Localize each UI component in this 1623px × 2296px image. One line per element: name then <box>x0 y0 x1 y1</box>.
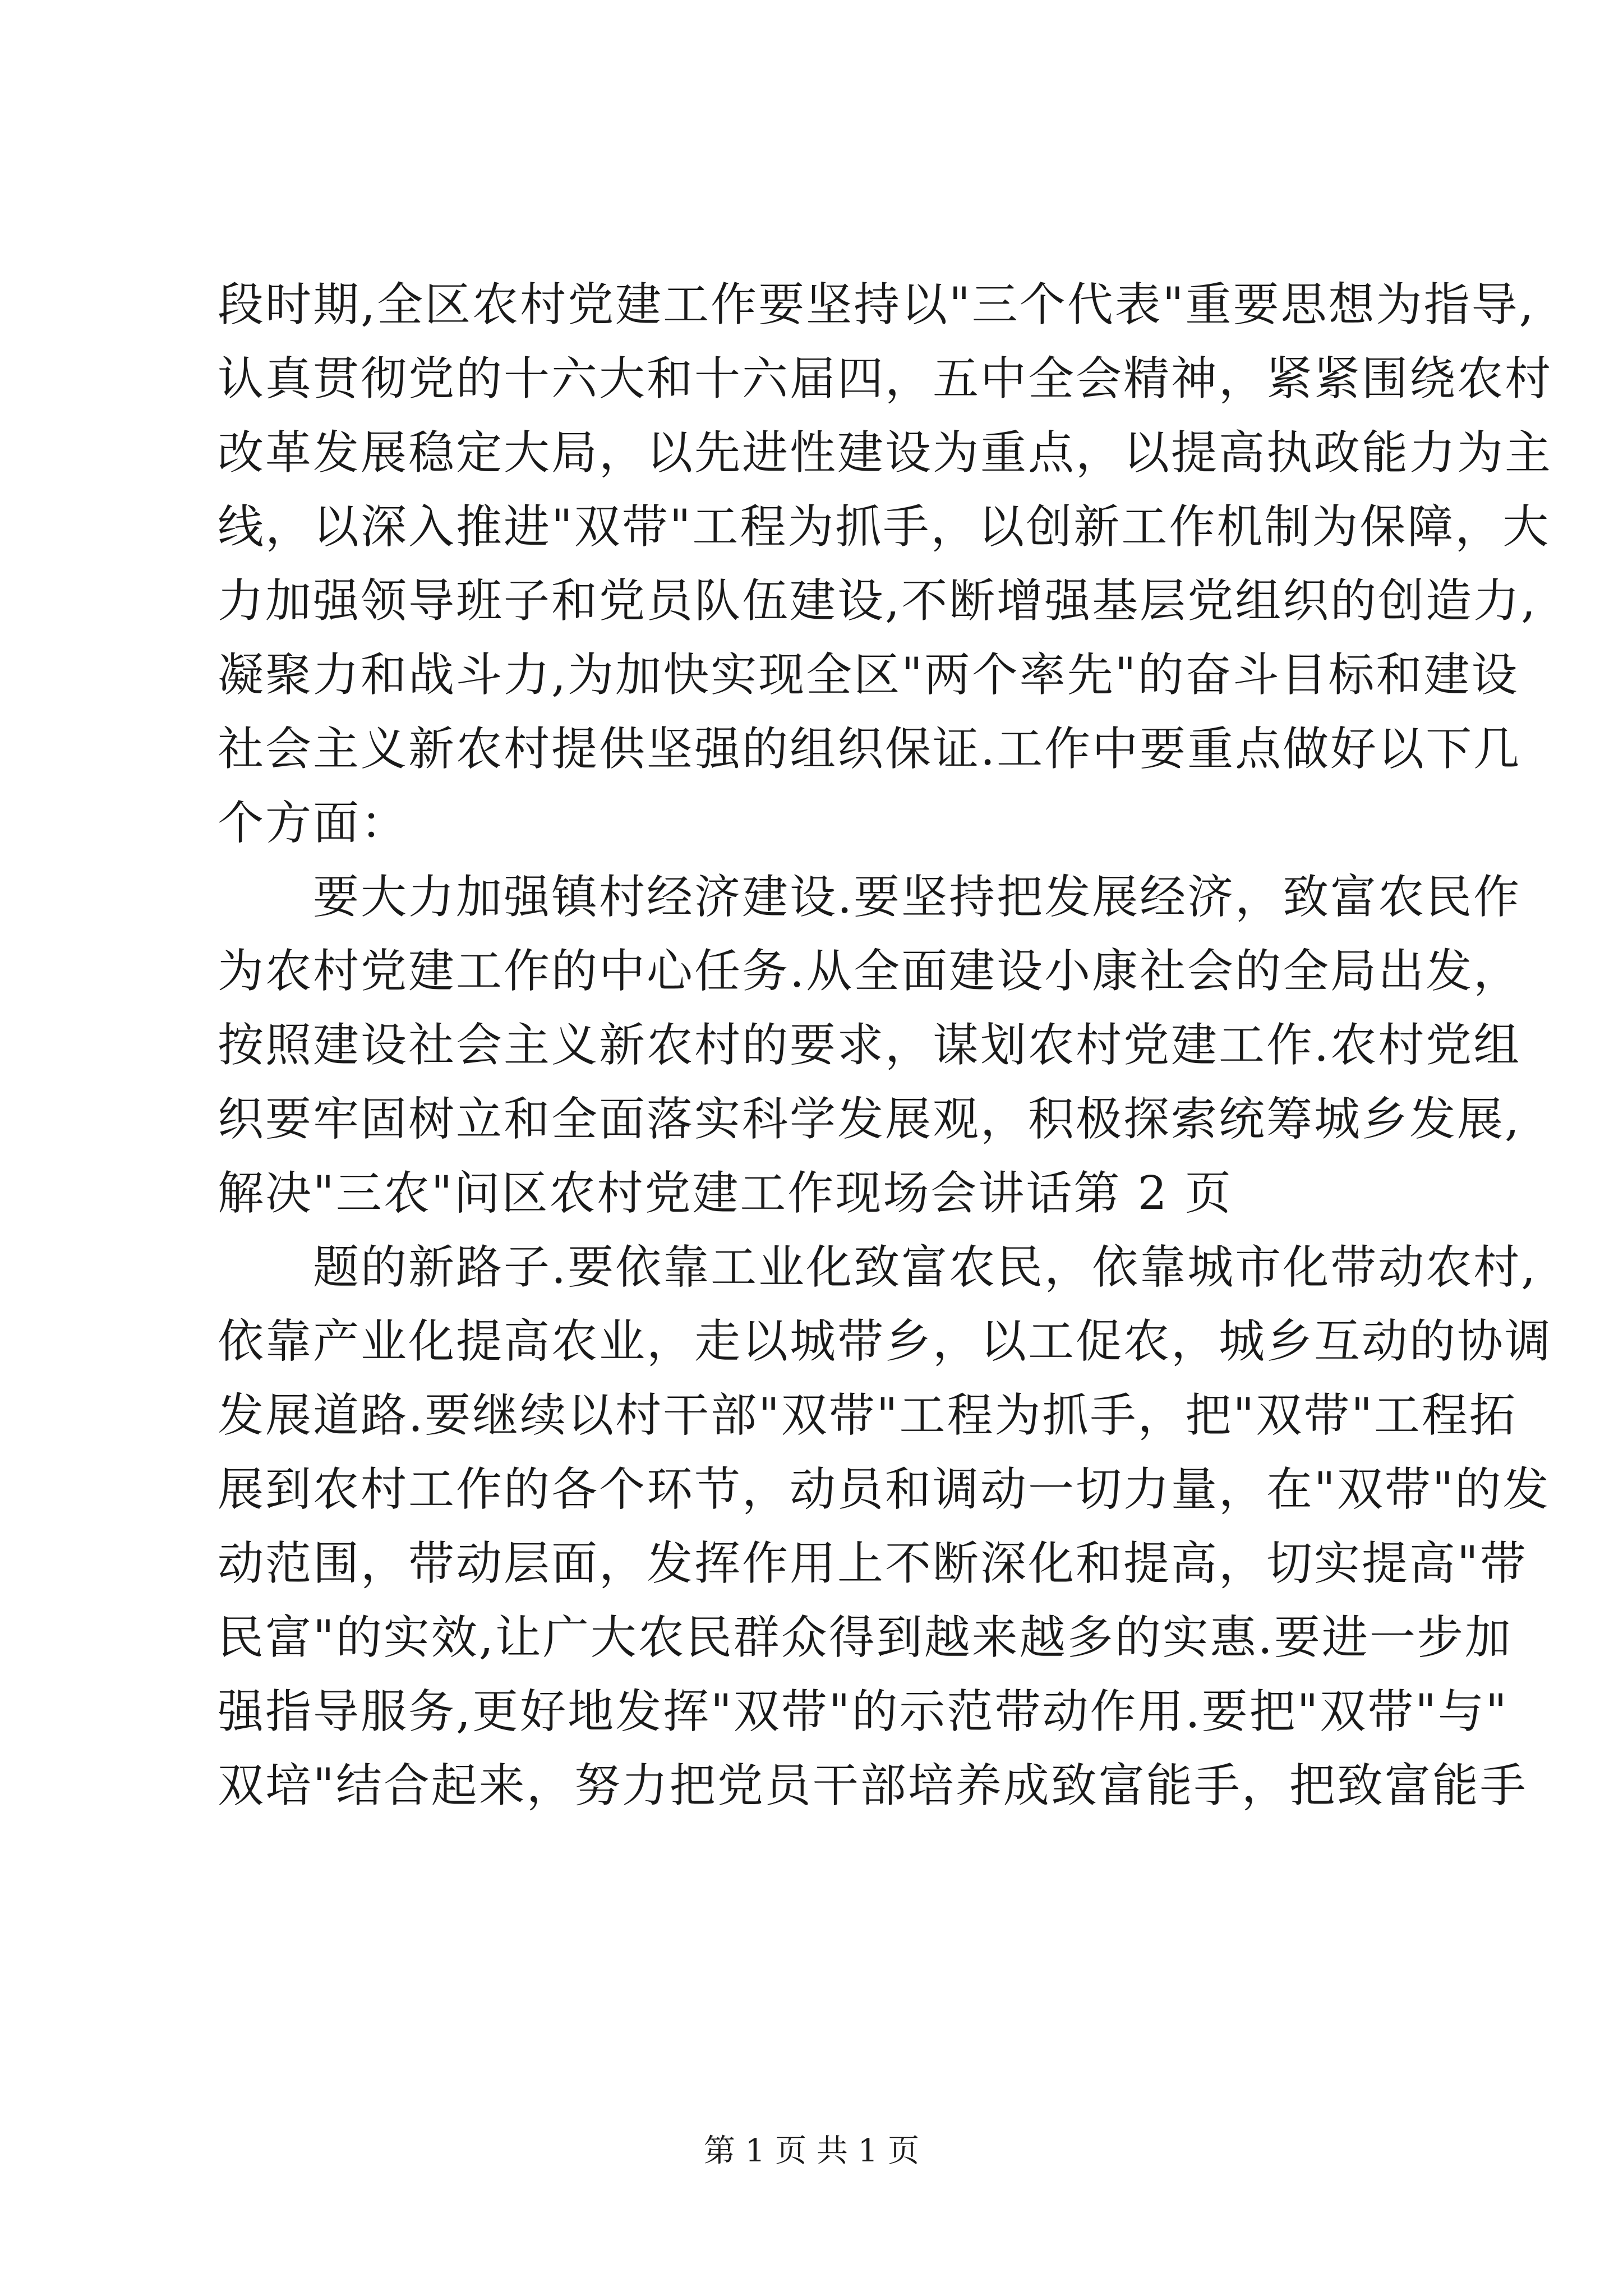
text-line: 动范围，带动层面，发挥作用上不断深化和提高，切实提高"带 <box>218 1537 1528 1590</box>
document-body <box>218 268 1553 1823</box>
text-line: 为农村党建工作的中心任务.从全面建设小康社会的全局出发， <box>218 945 1521 998</box>
text-line: 认真贯彻党的十六大和十六届四，五中全会精神，紧紧围绕农村 <box>218 352 1553 406</box>
text-line: 织要牢固树立和全面落实科学发展观，积极探索统筹城乡发展, <box>218 1093 1521 1146</box>
text-line: 要大力加强镇村经济建设.要坚持把发展经济，致富农民作 <box>218 871 1521 924</box>
text-line: 段时期,全区农村党建工作要坚持以"三个代表"重要思想为指导, <box>218 278 1536 332</box>
text-line: 社会主义新农村提供坚强的组织保证.工作中要重点做好以下几 <box>218 723 1521 776</box>
text-line: 凝聚力和战斗力,为加快实现全区"两个率先"的奋斗目标和建设 <box>218 648 1519 702</box>
text-line: 双培"结合起来，努力把党员干部培养成致富能手，把致富能手 <box>218 1759 1528 1812</box>
text-line: 题的新路子.要依靠工业化致富农民，依靠城市化带动农村, <box>218 1241 1538 1294</box>
text-line: 解决"三农"问区农村党建工作现场会讲话第 2 页 <box>218 1167 1233 1220</box>
page-number-label: 第 1 页 共 1 页 <box>703 2133 920 2169</box>
text-line: 发展道路.要继续以村干部"双带"工程为抓手，把"双带"工程拓 <box>218 1389 1517 1442</box>
text-line: 强指导服务,更好地发挥"双带"的示范带动作用.要把"双带"与" <box>218 1685 1509 1738</box>
text-line: 展到农村工作的各个环节，动员和调动一切力量，在"双带"的发 <box>218 1463 1551 1516</box>
text-line: 改革发展稳定大局，以先进性建设为重点，以提高执政能力为主 <box>218 426 1553 480</box>
text-line: 力加强领导班子和党员队伍建设,不断增强基层党组织的创造力, <box>218 574 1538 628</box>
text-line: 线，以深入推进"双带"工程为抓手，以创新工作机制为保障，大 <box>218 500 1551 554</box>
text-line: 个方面： <box>218 797 409 850</box>
text-line: 依靠产业化提高农业，走以城带乡，以工促农，城乡互动的协调 <box>218 1315 1553 1368</box>
page-footer <box>0 2132 1623 2171</box>
text-line: 民富"的实效,让广大农民群众得到越来越多的实惠.要进一步加 <box>218 1611 1513 1664</box>
text-line: 按照建设社会主义新农村的要求，谋划农村党建工作.农村党组 <box>218 1019 1521 1072</box>
